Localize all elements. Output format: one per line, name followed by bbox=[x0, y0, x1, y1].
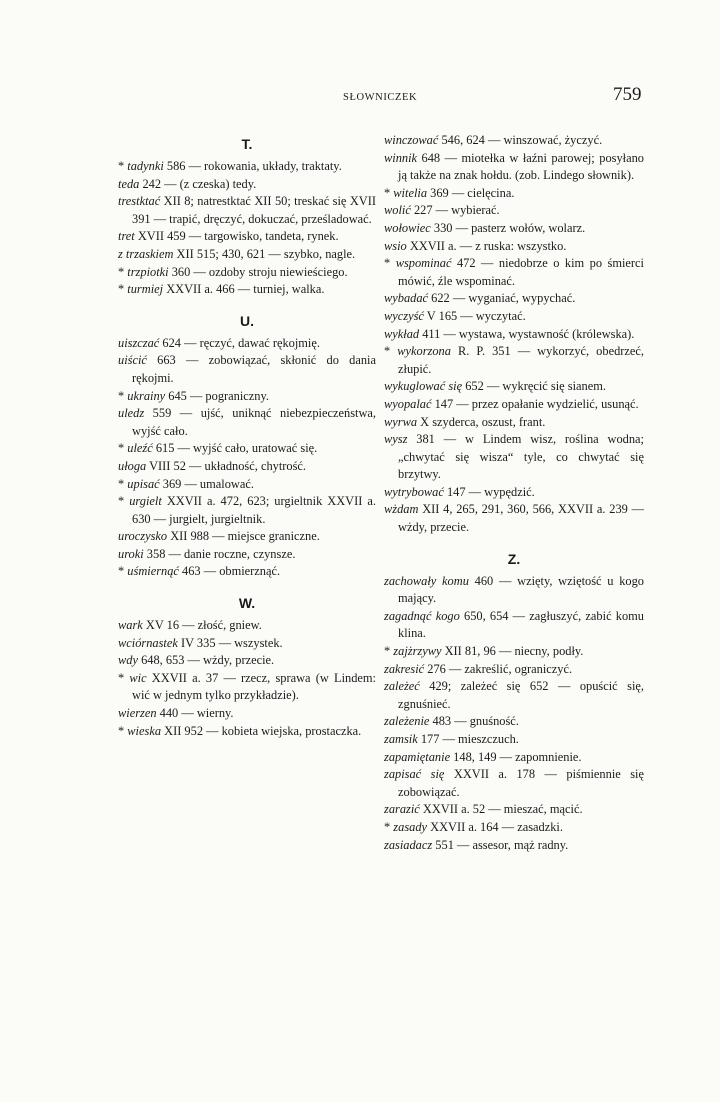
dictionary-entry bbox=[118, 388, 376, 406]
entry-asterisk: * bbox=[384, 819, 394, 834]
entry-headword: uiszczać bbox=[118, 335, 160, 350]
dictionary-entry bbox=[118, 635, 376, 653]
dictionary-entry bbox=[384, 837, 644, 855]
section-gap bbox=[118, 581, 376, 591]
entry-headword: wykład bbox=[384, 326, 420, 341]
entry-definition: XII 8; natrestktać XII 50; treskać się XVII 391 — trapić, dręczyć, dokuczać, prześladować. bbox=[132, 194, 376, 226]
dictionary-entry bbox=[118, 458, 376, 476]
entry-definition: 148, 149 — zapomnienie. bbox=[450, 749, 582, 764]
dictionary-entry bbox=[118, 405, 376, 440]
dictionary-entry bbox=[384, 220, 644, 238]
section-letter: T. bbox=[241, 136, 253, 152]
dictionary-entry bbox=[384, 678, 644, 713]
entry-headword: zapisać się bbox=[384, 767, 445, 782]
entry-definition: 546, 624 — winszować, życzyć. bbox=[438, 133, 603, 147]
entry-headword: wdy bbox=[118, 653, 138, 668]
entry-definition: 586 — rokowania, układy, traktaty. bbox=[163, 159, 342, 173]
dictionary-entry bbox=[118, 670, 376, 705]
dictionary-entry bbox=[384, 132, 644, 150]
entry-asterisk: * bbox=[384, 256, 396, 271]
dictionary-entry bbox=[118, 528, 376, 546]
entry-asterisk: * bbox=[118, 282, 128, 297]
entry-definition: XV 16 — złość, gniew. bbox=[142, 618, 262, 633]
entry-asterisk: * bbox=[118, 476, 128, 491]
entry-headword: wic bbox=[129, 670, 147, 685]
dictionary-entry bbox=[118, 652, 376, 670]
entry-definition: R. P. 351 — wykorzyć, obedrzeć, złupić. bbox=[398, 344, 644, 376]
entry-headword: wytrybować bbox=[384, 484, 444, 499]
entry-headword: wyopalać bbox=[384, 396, 432, 411]
entry-headword: wsio bbox=[384, 238, 407, 253]
entry-definition: 624 — ręczyć, dawać rękojmię. bbox=[159, 335, 320, 350]
entry-definition: 559 — ujść, uniknąć niebezpieczeństwa, wyjść cało. bbox=[132, 406, 376, 438]
dictionary-entry bbox=[118, 476, 376, 494]
entry-definition: 227 — wybierać. bbox=[410, 203, 500, 218]
entry-asterisk: * bbox=[118, 564, 128, 579]
entry-definition: XVII 459 — targowisko, tandeta, rynek. bbox=[134, 229, 339, 244]
entry-definition: 615 — wyjść cało, uratować się. bbox=[152, 441, 318, 456]
entry-definition: 147 — wypędzić. bbox=[443, 484, 535, 499]
entry-definition: 276 — zakreślić, ograniczyć. bbox=[424, 661, 573, 676]
entry-headword: turmiej bbox=[127, 282, 164, 297]
entry-definition: XXVII a. — z ruska: wszystko. bbox=[406, 238, 567, 253]
running-title: SŁOWNICZEK bbox=[343, 92, 418, 103]
entry-headword: winnik bbox=[384, 150, 418, 165]
entry-definition: XII 952 — kobieta wiejska, prostaczka. bbox=[161, 723, 362, 738]
entry-definition: VIII 52 — układność, chytrość. bbox=[146, 458, 307, 473]
section-letter: W. bbox=[238, 595, 256, 612]
dictionary-entry bbox=[384, 308, 644, 326]
dictionary-entry bbox=[384, 378, 644, 396]
section-letter: U. bbox=[240, 312, 254, 329]
entry-headword: wybadać bbox=[384, 291, 429, 306]
dictionary-entry bbox=[384, 484, 644, 502]
dictionary-entry bbox=[384, 343, 644, 378]
entry-headword: wołowiec bbox=[384, 220, 431, 235]
entry-headword: uroki bbox=[118, 546, 144, 561]
entry-definition: XII 4, 265, 291, 360, 566, XXVII a. 239 — wżdy, przecie. bbox=[398, 502, 644, 535]
entry-headword: zamsik bbox=[384, 732, 418, 746]
entry-definition: 147 — przez opałanie wydzielić, usunąć. bbox=[431, 396, 639, 411]
entry-headword: wark bbox=[118, 618, 143, 633]
entry-headword: wyczyść bbox=[384, 308, 424, 323]
entry-definition: XII 515; 430, 621 — szybko, nagle. bbox=[173, 246, 356, 261]
entry-definition: 663 — zobowiązać, skłonić do dania rękojmi. bbox=[132, 353, 376, 385]
dictionary-entry bbox=[384, 501, 644, 536]
section-letter: Z. bbox=[507, 550, 521, 567]
entry-asterisk: * bbox=[118, 441, 128, 456]
entry-headword: ułoga bbox=[118, 458, 147, 473]
section-gap bbox=[118, 299, 376, 309]
entry-definition: 652 — wykręcić się sianem. bbox=[462, 379, 606, 394]
dictionary-entry bbox=[118, 440, 376, 458]
left-column bbox=[118, 132, 376, 740]
entry-definition: 369 — cielęcina. bbox=[427, 185, 515, 200]
entry-definition: IV 335 — wszystek. bbox=[177, 635, 283, 650]
entry-definition: 551 — assesor, mąż radny. bbox=[432, 837, 569, 852]
entry-headword: wciórnastek bbox=[118, 635, 178, 650]
dictionary-entry bbox=[384, 185, 644, 203]
dictionary-entry bbox=[384, 202, 644, 220]
entry-definition: V 165 — wyczytać. bbox=[423, 308, 526, 323]
dictionary-entry bbox=[384, 661, 644, 679]
dictionary-entry bbox=[118, 723, 376, 741]
entry-definition: 381 — w Lindem wisz, roślina wodna; „chwytać się wisza“ tyle, co chwytać się brzytwy. bbox=[398, 432, 644, 482]
entry-headword: trzpiotki bbox=[127, 264, 169, 279]
entry-headword: zarazić bbox=[384, 802, 420, 817]
entry-headword: zachowały komu bbox=[384, 573, 469, 588]
entry-headword: wykorzona bbox=[397, 344, 451, 359]
dictionary-entry bbox=[384, 819, 644, 837]
entry-headword: teda bbox=[118, 176, 140, 191]
entry-headword: zasady bbox=[393, 819, 428, 834]
entry-definition: 650, 654 — zagłuszyć, zabić komu klina. bbox=[398, 608, 644, 641]
entry-definition: 429; zależeć się 652 — opuścić się, zgnuśnieć. bbox=[398, 679, 644, 711]
entry-headword: zajżrzywy bbox=[393, 644, 442, 659]
dictionary-entry bbox=[384, 255, 644, 290]
entry-definition: 648 — miotełka w łaźni parowej; posyłano ją także na znak hołdu. (zob. Lindego słownik). bbox=[398, 150, 644, 183]
section-gap bbox=[384, 537, 644, 547]
dictionary-entry bbox=[118, 176, 376, 194]
entry-definition: 645 — pograniczny. bbox=[165, 388, 269, 403]
dictionary-entry bbox=[384, 414, 644, 432]
entry-definition: XXVII a. 472, 623; urgieltnik XXVII a. 630 — jurgielt, jurgieltnik. bbox=[132, 494, 376, 526]
entry-headword: zakresić bbox=[384, 661, 425, 676]
dictionary-entry bbox=[384, 713, 644, 731]
dictionary-entry bbox=[384, 731, 644, 749]
entry-asterisk: * bbox=[384, 644, 394, 659]
entry-definition: XII 81, 96 — niecny, podły. bbox=[441, 644, 584, 659]
dictionary-entry bbox=[384, 749, 644, 767]
entry-definition: 460 — wzięty, wziętość u kogo mający. bbox=[398, 573, 644, 606]
entry-definition: XXVII a. 52 — mieszać, mącić. bbox=[419, 802, 583, 817]
entry-asterisk: * bbox=[118, 388, 128, 403]
entry-headword: z trzaskiem bbox=[118, 246, 174, 261]
entry-definition: XXVII a. 37 — rzecz, sprawa (w Lindem: wić w jednym tylko przykładzie). bbox=[132, 670, 376, 703]
right-column bbox=[384, 132, 644, 854]
dictionary-entry bbox=[118, 335, 376, 353]
entry-definition: XXVII a. 164 — zasadzki. bbox=[427, 819, 563, 834]
entry-asterisk: * bbox=[118, 670, 130, 685]
entry-asterisk: * bbox=[118, 159, 128, 173]
entry-headword: zależenie bbox=[384, 714, 430, 729]
entry-headword: trestktać bbox=[118, 194, 161, 209]
entry-headword: uśmiernąć bbox=[127, 564, 179, 579]
entry-definition: 358 — danie roczne, czynsze. bbox=[143, 546, 296, 561]
entry-definition: 411 — wystawa, wystawność (królewska). bbox=[419, 326, 635, 341]
entry-headword: zapamiętanie bbox=[384, 749, 451, 764]
entry-asterisk: * bbox=[118, 494, 130, 509]
entry-headword: wieska bbox=[127, 723, 162, 738]
dictionary-entry bbox=[384, 290, 644, 308]
dictionary-entry bbox=[118, 228, 376, 246]
dictionary-entry bbox=[384, 396, 644, 414]
entry-definition: 483 — gnuśność. bbox=[429, 714, 519, 729]
entry-definition: XII 988 — miejsce graniczne. bbox=[167, 529, 320, 544]
entry-definition: X szyderca, oszust, frant. bbox=[417, 414, 546, 429]
dictionary-entry bbox=[384, 643, 644, 661]
entry-definition: 648, 653 — wżdy, przecie. bbox=[137, 653, 275, 668]
entry-asterisk: * bbox=[118, 723, 128, 738]
page-number: 759 bbox=[613, 84, 642, 105]
entry-headword: ukrainy bbox=[127, 388, 166, 403]
entry-asterisk: * bbox=[384, 185, 394, 200]
entry-headword: tadynki bbox=[127, 159, 164, 173]
entry-headword: wyrwa bbox=[384, 414, 418, 429]
dictionary-entry bbox=[118, 563, 376, 581]
entry-headword: zależeć bbox=[384, 679, 420, 694]
entry-definition: 177 — mieszczuch. bbox=[417, 732, 519, 746]
entry-headword: wspominać bbox=[395, 256, 452, 271]
dictionary-entry bbox=[118, 246, 376, 264]
entry-definition: 369 — umalować. bbox=[159, 476, 254, 491]
dictionary-entry bbox=[118, 617, 376, 635]
dictionary-entry bbox=[384, 431, 644, 484]
entry-definition: 440 — wierny. bbox=[156, 706, 234, 721]
dictionary-entry bbox=[118, 281, 376, 299]
dictionary-entry bbox=[384, 238, 644, 256]
entry-asterisk: * bbox=[118, 264, 128, 279]
dictionary-entry bbox=[384, 608, 644, 643]
entry-definition: 242 — (z czeska) tedy. bbox=[139, 176, 257, 191]
entry-definition: 622 — wyganiać, wypychać. bbox=[428, 291, 576, 306]
entry-headword: tret bbox=[118, 229, 135, 244]
entry-headword: upisać bbox=[127, 476, 160, 491]
entry-definition: 463 — obmierznąć. bbox=[178, 564, 281, 579]
dictionary-entry bbox=[118, 705, 376, 723]
entry-headword: wżdam bbox=[384, 502, 419, 517]
entry-definition: 330 — pasterz wołów, wolarz. bbox=[430, 220, 586, 235]
dictionary-entry bbox=[384, 150, 644, 185]
entry-asterisk: * bbox=[384, 344, 398, 359]
entry-headword: zasiadacz bbox=[384, 837, 433, 852]
entry-headword: wolić bbox=[384, 203, 411, 218]
entry-definition: 472 — niedobrze o kim po śmierci mówić, źle wspominać. bbox=[398, 256, 645, 288]
entry-headword: uroczysko bbox=[118, 529, 168, 544]
dictionary-entry bbox=[384, 766, 644, 801]
dictionary-entry bbox=[118, 193, 376, 228]
entry-headword: zagadnąć kogo bbox=[384, 608, 460, 623]
dictionary-entry bbox=[118, 546, 376, 564]
dictionary-entry bbox=[118, 493, 376, 528]
entry-headword: uledz bbox=[118, 406, 145, 421]
entry-headword: uleźć bbox=[127, 441, 153, 456]
entry-definition: 360 — ozdoby stroju niewieściego. bbox=[168, 264, 348, 279]
dictionary-entry bbox=[118, 352, 376, 387]
entry-headword: wykuglować się bbox=[384, 379, 463, 394]
entry-headword: wierzen bbox=[118, 706, 157, 721]
entry-headword: wysz bbox=[384, 432, 408, 447]
entry-headword: witelia bbox=[393, 185, 428, 200]
dictionary-entry bbox=[118, 264, 376, 282]
entry-definition: XXVII a. 466 — turniej, walka. bbox=[163, 282, 325, 297]
dictionary-entry bbox=[384, 573, 644, 608]
dictionary-entry bbox=[384, 326, 644, 344]
dictionary-entry bbox=[118, 158, 376, 176]
dictionary-entry bbox=[384, 801, 644, 819]
entry-definition: XXVII a. 178 — piśmiennie się zobowiązać. bbox=[398, 767, 644, 799]
entry-headword: winczować bbox=[384, 133, 439, 147]
entry-headword: uiścić bbox=[118, 353, 147, 368]
entry-headword: urgielt bbox=[129, 494, 162, 509]
